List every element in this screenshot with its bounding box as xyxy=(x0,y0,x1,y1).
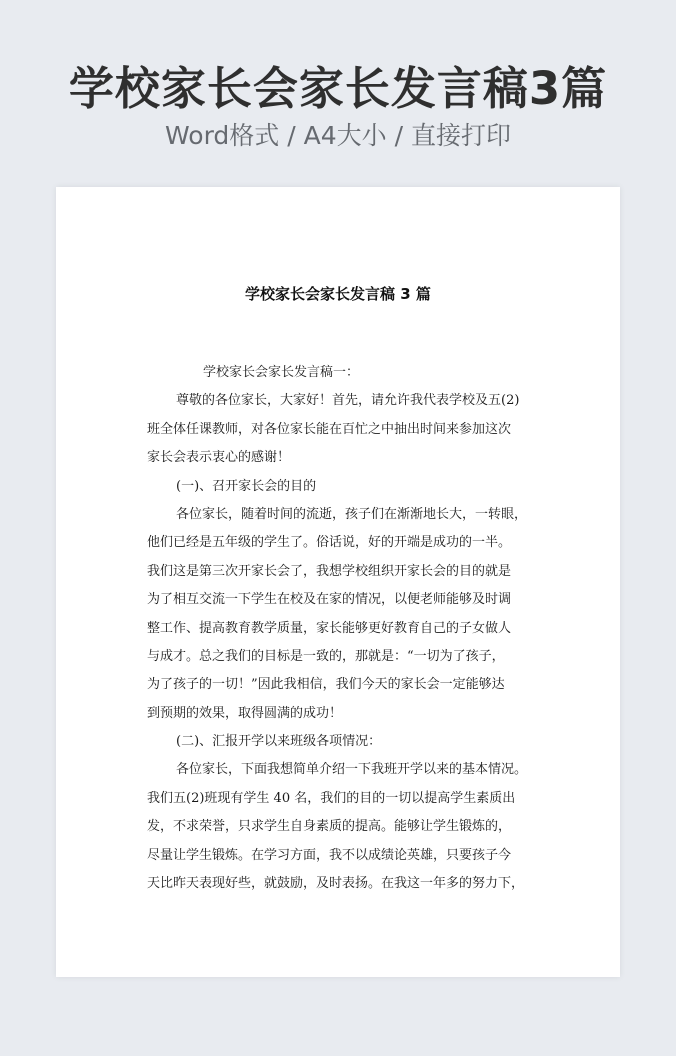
document-line: 我们这是第三次开家长会了，我想学校组织开家长会的目的就是 xyxy=(147,563,512,579)
document-line: 我们五(2)班现有学生 40 名，我们的目的一切以提高学生素质出 xyxy=(147,790,516,806)
document-line: 学校家长会家长发言稿一： xyxy=(203,365,360,380)
document-line: 班全体任课教师，对各位家长能在百忙之中抽出时间来参加这次 xyxy=(147,421,512,437)
banner-title: 学校家长会家长发言稿3篇 xyxy=(68,62,608,115)
document-line: 为了相互交流一下学生在校及在家的情况，以便老师能够及时调 xyxy=(147,592,512,608)
document-line: (二)、汇报开学以来班级各项情况： xyxy=(176,734,382,750)
document-line: 各位家长，下面我想简单介绍一下我班开学以来的基本情况。 xyxy=(176,762,528,778)
document-line: 他们已经是五年级的学生了。俗话说，好的开端是成功的一半。 xyxy=(147,535,512,551)
document-line: 发，不求荣誉，只求学生自身素质的提高。能够让学生锻炼的， xyxy=(147,819,512,835)
document-line: (一)、召开家长会的目的 xyxy=(176,478,317,494)
document-line: 尽量让学生锻炼。在学习方面，我不以成绩论英雄，只要孩子今 xyxy=(147,847,512,863)
document-line: 家长会表示衷心的感谢！ xyxy=(147,450,291,466)
document-line: 到预期的效果，取得圆满的成功！ xyxy=(147,705,343,721)
document-line: 尊敬的各位家长，大家好！首先，请允许我代表学校及五(2) xyxy=(176,393,520,409)
banner-header xyxy=(0,0,676,186)
document-line: 各位家长，随着时间的流逝，孩子们在渐渐地长大，一转眼， xyxy=(176,506,528,522)
document-line: 整工作、提高教育教学质量，家长能够更好教育自己的子女做人 xyxy=(147,620,512,636)
document-title: 学校家长会家长发言稿 3 篇 xyxy=(245,285,431,303)
document-line: 天比昨天表现好些，就鼓励，及时表扬。在我这一年多的努力下， xyxy=(147,876,525,892)
document-line: 与成才。总之我们的目标是一致的，那就是：“一切为了孩子， xyxy=(147,648,505,664)
document-body xyxy=(147,359,547,898)
document-line: 为了孩子的一切！”因此我相信，我们今天的家长会一定能够达 xyxy=(147,677,505,693)
banner-subtitle: Word格式 / A4大小 / 直接打印 xyxy=(165,121,511,150)
document-page xyxy=(56,187,620,977)
